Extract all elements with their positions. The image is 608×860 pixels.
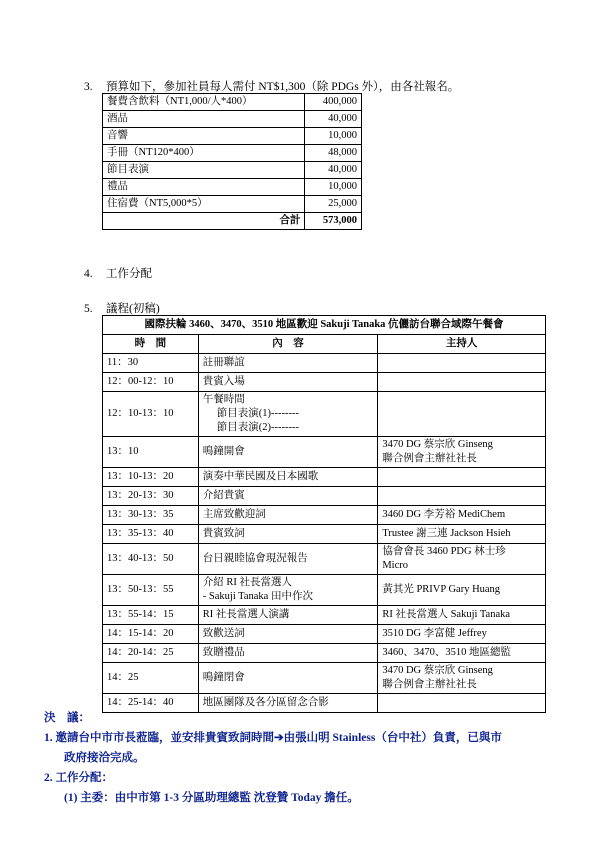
agenda-content-line: 演奏中華民國及日本國歌 [202, 471, 319, 482]
agenda-row [103, 625, 546, 644]
budget-total-label: 合計 [103, 213, 305, 230]
item-text: 議程(初稿) [106, 303, 160, 315]
budget-label: 住宿費（NT5,000*5） [103, 196, 305, 213]
agenda-host-line: Micro [382, 560, 408, 571]
agenda-content-line: 台日親睦協會現況報告 [202, 553, 308, 564]
agenda-row [103, 373, 546, 392]
budget-row [103, 145, 362, 162]
agenda-row [103, 392, 546, 437]
item-work [84, 265, 152, 281]
agenda-time: 14：20-14：25 [103, 644, 199, 663]
budget-amount: 48,000 [305, 145, 362, 162]
agenda-content [198, 663, 378, 694]
item-text: 工作分配 [106, 268, 152, 280]
agenda-time: 13：10-13：20 [103, 468, 199, 487]
agenda-time: 13：50-13：55 [103, 575, 199, 606]
item-text: 預算如下，參加社員每人需付 NT$1,300（除 PDGs 外），由各社報名。 [106, 81, 460, 93]
agenda-content [198, 544, 378, 575]
resolution-line-3: (1) 主委：由中市第 1-3 分區助理總監 沈登贊 Today 擔任。 [64, 792, 359, 804]
budget-amount: 40,000 [305, 162, 362, 179]
resolution-line-1-prefix: 1. 邀請台中市市長蒞臨，並安排貴賓致詞時間 [44, 732, 274, 744]
agenda-content-line: 註冊聯誼 [202, 357, 245, 368]
agenda-content [198, 644, 378, 663]
agenda-content-line: 貴賓致詞 [202, 528, 245, 539]
agenda-host [378, 663, 546, 694]
budget-table [102, 93, 362, 230]
agenda-content [198, 625, 378, 644]
agenda-content-line: 致歡送詞 [202, 628, 245, 639]
agenda-host [378, 373, 546, 392]
agenda-host [378, 354, 546, 373]
agenda-host-line: 3470 DG 蔡宗欣 Ginseng [382, 439, 493, 450]
agenda-content-line: 貴賓入場 [202, 376, 245, 387]
agenda-host-line: Trustee 謝三連 Jackson Hsieh [382, 528, 511, 539]
item-number: 4. [84, 268, 93, 280]
agenda-host [378, 644, 546, 663]
agenda-content [198, 468, 378, 487]
agenda-content-line: 介紹貴賓 [202, 490, 245, 501]
agenda-content-line: 午餐時間 [202, 394, 245, 405]
agenda-content-line: 鳴鐘閉會 [202, 672, 245, 683]
agenda-host [378, 525, 546, 544]
agenda-content [198, 487, 378, 506]
budget-label: 餐費含飲料（NT1,000/人*400） [103, 94, 305, 111]
budget-amount: 400,000 [305, 94, 362, 111]
agenda-content-line: 地區團隊及各分區留念合影 [202, 697, 329, 708]
agenda-host [378, 468, 546, 487]
header-host: 主持人 [378, 335, 546, 354]
agenda-host [378, 487, 546, 506]
agenda-time: 14：15-14：20 [103, 625, 199, 644]
agenda-content-line: 鳴鐘開會 [202, 446, 245, 457]
agenda-content-line: 節目表演(1)-------- [216, 408, 299, 419]
agenda-title: 國際扶輪 3460、3470、3510 地區歡迎 Sakuji Tanaka 伉儷訪台聯合域際午餐會 [103, 316, 546, 335]
budget-row [103, 128, 362, 145]
agenda-content [198, 606, 378, 625]
agenda-host [378, 506, 546, 525]
header-time: 時 間 [103, 335, 199, 354]
agenda-time: 13：20-13：30 [103, 487, 199, 506]
resolution-line-2: 2. 工作分配： [44, 772, 113, 784]
agenda-host [378, 575, 546, 606]
agenda-row [103, 437, 546, 468]
agenda-content-line: 致贈禮品 [202, 647, 245, 658]
budget-row [103, 179, 362, 196]
agenda-row [103, 644, 546, 663]
budget-label: 音響 [103, 128, 305, 145]
agenda-time: 13：10 [103, 437, 199, 468]
agenda-host [378, 625, 546, 644]
agenda-content-line: RI 社長當選人演講 [202, 609, 290, 620]
agenda-row [103, 354, 546, 373]
agenda-time: 13：55-14：15 [103, 606, 199, 625]
resolution-line-1-suffix: 由張山明 Stainless（台中社）負責，已與市 [283, 732, 502, 744]
agenda-content-line: - Sakuji Tanaka 田中作次 [202, 591, 313, 602]
agenda-content [198, 506, 378, 525]
budget-label: 酒品 [103, 111, 305, 128]
agenda-content-line: 介紹 RI 社長當選人 [202, 577, 293, 588]
agenda-time: 12：00-12：10 [103, 373, 199, 392]
agenda-row [103, 506, 546, 525]
agenda-row [103, 525, 546, 544]
budget-label: 手冊（NT120*400） [103, 145, 305, 162]
item-number: 3. [84, 81, 93, 93]
agenda-content [198, 525, 378, 544]
agenda-time: 13：40-13：50 [103, 544, 199, 575]
arrow-icon: ➔ [274, 732, 284, 744]
budget-label: 節目表演 [103, 162, 305, 179]
item-agenda [84, 300, 160, 316]
resolution-line-1-cont: 政府接洽完成。 [64, 752, 145, 764]
agenda-time: 13：30-13：35 [103, 506, 199, 525]
agenda-host-line: 3460 DG 李芳裕 MediChem [382, 509, 506, 520]
agenda-row [103, 663, 546, 694]
agenda-table [102, 315, 546, 713]
agenda-host-line: 聯合例會主辦社社長 [382, 453, 477, 464]
agenda-host [378, 392, 546, 437]
resolution-heading: 決 議： [44, 712, 90, 724]
agenda-host-line: 3470 DG 蔡宗欣 Ginseng [382, 665, 493, 676]
budget-amount: 25,000 [305, 196, 362, 213]
agenda-row [103, 606, 546, 625]
item-number: 5. [84, 303, 93, 315]
agenda-time: 13：35-13：40 [103, 525, 199, 544]
agenda-row [103, 544, 546, 575]
agenda-time: 14：25-14：40 [103, 694, 199, 713]
budget-amount: 10,000 [305, 128, 362, 145]
budget-amount: 40,000 [305, 111, 362, 128]
budget-row [103, 94, 362, 111]
agenda-content [198, 392, 378, 437]
agenda-content [198, 373, 378, 392]
budget-label: 禮品 [103, 179, 305, 196]
agenda-content [198, 437, 378, 468]
resolution [44, 708, 574, 808]
agenda-host-line: 3460、3470、3510 地區總監 [382, 647, 511, 658]
agenda-content [198, 575, 378, 606]
agenda-host-line: RI 社長當選人 Sakuji Tanaka [382, 609, 511, 620]
header-content: 內 容 [198, 335, 378, 354]
budget-row [103, 162, 362, 179]
resolution-line-1 [44, 728, 574, 748]
agenda-content [198, 354, 378, 373]
agenda-row [103, 468, 546, 487]
agenda-row [103, 575, 546, 606]
budget-total-row [103, 213, 362, 230]
agenda-content-line: 節目表演(2)-------- [216, 422, 299, 433]
agenda-host-line: 3510 DG 李富健 Jeffrey [382, 628, 487, 639]
agenda-time: 11：30 [103, 354, 199, 373]
agenda-host-line: 聯合例會主辦社社長 [382, 679, 477, 690]
budget-row [103, 111, 362, 128]
budget-total-amount: 573,000 [305, 213, 362, 230]
agenda-host-line: 協會會長 3460 PDG 林士珍 [382, 546, 506, 557]
agenda-host-line: 黃其光 PRIVP Gary Huang [382, 584, 501, 595]
agenda-host [378, 606, 546, 625]
item-budget [84, 78, 459, 94]
budget-amount: 10,000 [305, 179, 362, 196]
agenda-row [103, 487, 546, 506]
agenda-host [378, 437, 546, 468]
agenda-host [378, 544, 546, 575]
agenda-time: 12：10-13：10 [103, 392, 199, 437]
agenda-time: 14：25 [103, 663, 199, 694]
agenda-content-line: 主席致歡迎詞 [202, 509, 266, 520]
budget-row [103, 196, 362, 213]
